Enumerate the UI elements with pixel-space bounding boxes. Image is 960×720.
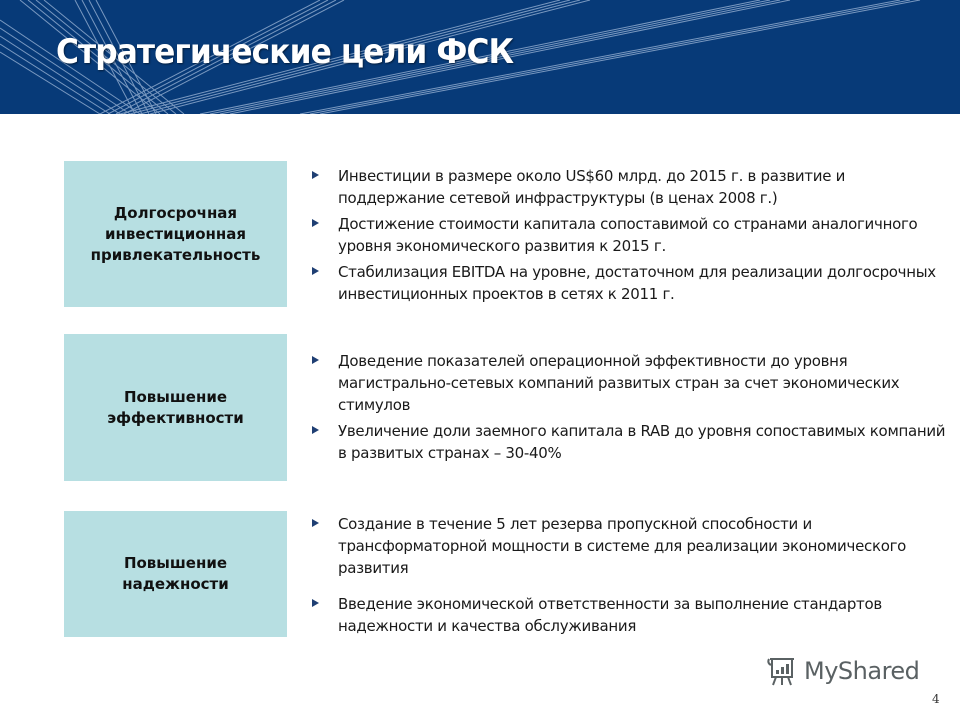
goal-bullets-reliability	[310, 513, 950, 637]
goal-label: Повышение надежности	[122, 554, 229, 593]
bullet-arrow-icon	[312, 171, 319, 179]
page-title: Стратегические цели ФСК	[56, 32, 514, 72]
watermark-text: MyShared	[804, 657, 920, 685]
bullet-item: Достижение стоимости капитала сопоставимой со странами аналогичного уровня экономического развития к 2015 г.	[310, 213, 950, 257]
presentation-board-icon	[766, 655, 798, 687]
goal-box-investment	[64, 161, 287, 307]
bullet-arrow-icon	[312, 267, 319, 275]
bullet-arrow-icon	[312, 599, 319, 607]
bullet-item: Создание в течение 5 лет резерва пропускной способности и трансформаторной мощности в системе для реализации экономического развития	[310, 513, 950, 579]
goal-bullets-investment	[310, 165, 950, 305]
bullet-arrow-icon	[312, 519, 319, 527]
bullet-item: Увеличение доли заемного капитала в RAB до уровня сопоставимых компаний в развитых странах – 30-40%	[310, 420, 950, 464]
bullet-arrow-icon	[312, 426, 319, 434]
goal-label: Долгосрочная инвестиционная привлекательность	[90, 203, 261, 264]
goal-label: Повышение эффективности	[107, 387, 244, 427]
myshared-watermark	[766, 655, 919, 687]
goal-box-reliability	[64, 511, 287, 637]
bullet-item: Доведение показателей операционной эффективности до уровня магистрально-сетевых компаний развитых стран за счет экономических стимулов	[310, 350, 950, 416]
goal-bullets-efficiency	[310, 350, 950, 464]
bullet-item: Инвестиции в размере около US$60 млрд. до 2015 г. в развитие и поддержание сетевой инфраструктуры (в ценах 2008 г.)	[310, 165, 950, 209]
bullet-arrow-icon	[312, 219, 319, 227]
goal-box-efficiency	[64, 334, 287, 481]
slide-header	[0, 0, 960, 114]
bullet-item: Введение экономической ответственности за выполнение стандартов надежности и качества обслуживания	[310, 593, 950, 637]
page-number: 4	[932, 692, 940, 706]
bullet-item: Стабилизация EBITDA на уровне, достаточном для реализации долгосрочных инвестиционных проектов в сетях к 2011 г.	[310, 261, 950, 305]
bullet-arrow-icon	[312, 356, 319, 364]
